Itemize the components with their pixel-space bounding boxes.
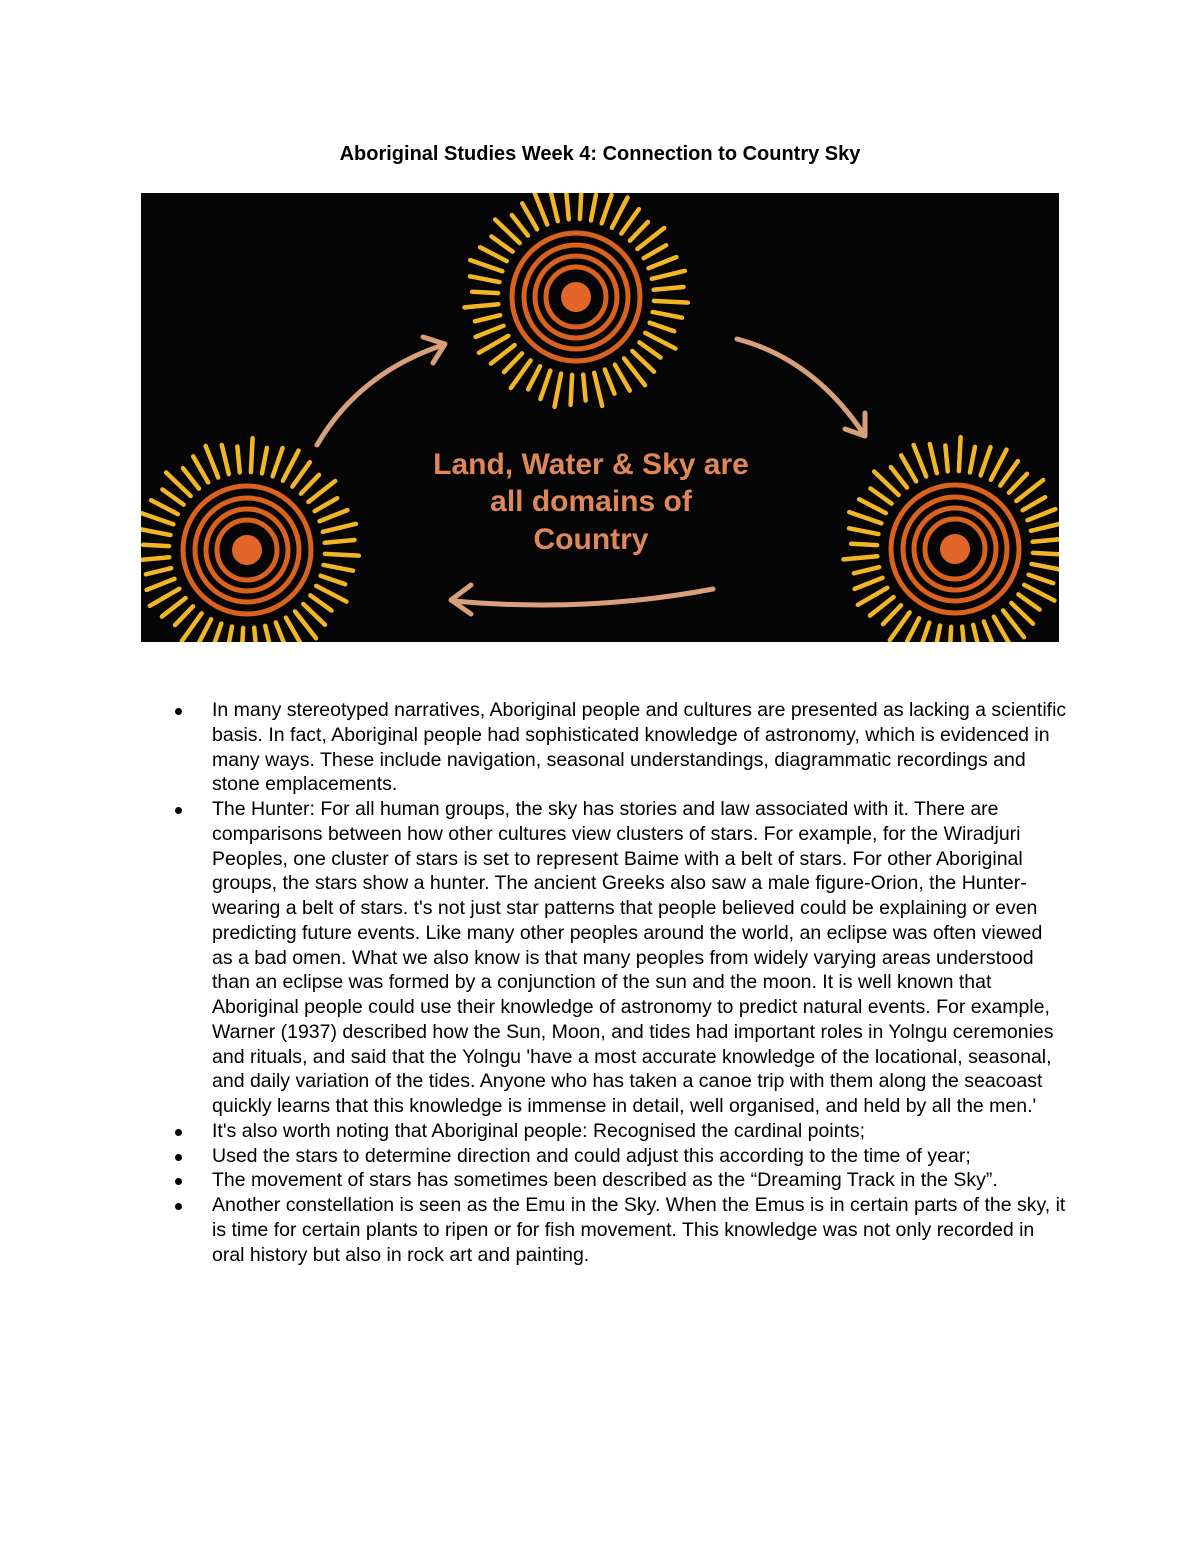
sun-ray bbox=[580, 193, 582, 219]
sun-ray bbox=[237, 446, 239, 472]
list-item-text: The Hunter: For all human groups, the sky has stories and law associated with it. There are comparisons between how other cultures view clusters of stars. For example, for the Wiradjuri Peoples, one cluster of stars is set to represent Baime with a belt of stars. For other Aboriginal groups, the stars show a hunter. The ancient Greeks also saw a male figure-Orion, the Hunter- wearing a belt of stars. t's not just star patterns that people believed could be explaining or even predicting future events. Like many other peoples around the world, an eclipse was often viewed as a bad omen. What we also know is that many peoples from widely varying areas understood than an eclipse was formed by a conjunction of the sun and the moon. It is well known that Aboriginal people could use their knowledge of astronomy to predict natural events. For example, Warner (1937) described how the Sun, Moon, and tides had important roles in Yolngu ceremonies and rituals, and said that the Yolngu 'have a most accurate knowledge of the locational, seasonal, and daily variation of the tides. Anyone who has taken a canoe trip with them along the seacoast quickly learns that this knowledge is immense in detail, well organised, and held by all the men.' bbox=[212, 798, 1054, 1117]
sun-ray bbox=[325, 554, 359, 556]
sun-ray bbox=[566, 193, 568, 219]
bullet-icon bbox=[175, 1203, 182, 1210]
sun-ray bbox=[1033, 539, 1059, 542]
page-title: Aboriginal Studies Week 4: Connection to Country Sky bbox=[339, 143, 861, 165]
sun-center bbox=[940, 534, 970, 564]
list-item-text: It's also worth noting that Aboriginal people: Recognised the cardinal points; bbox=[212, 1119, 866, 1142]
sun-ray bbox=[945, 445, 947, 471]
sun-ray bbox=[143, 545, 169, 546]
sun-ray bbox=[1033, 553, 1059, 555]
sun-ray bbox=[654, 301, 688, 303]
sun-ray bbox=[251, 438, 253, 472]
sun-ray bbox=[654, 287, 684, 290]
list-item-text: Another constellation is seen as the Emu in the Sky. When the Emus is in certain parts of the sky, it is time for certain plants to ripen or for fish movement. This knowledge was not only recorded in oral history but also in rock art and painting. bbox=[212, 1194, 1066, 1266]
bullet-icon bbox=[175, 1154, 182, 1161]
list-item bbox=[212, 1193, 1068, 1267]
sun-center bbox=[232, 535, 262, 565]
sun-ray bbox=[472, 292, 498, 293]
list-item bbox=[212, 1144, 1068, 1169]
banner-caption-line-2: all domains of bbox=[490, 485, 692, 518]
list-item-text: The movement of stars has sometimes been described as the “Dreaming Track in the Sky”. bbox=[212, 1169, 998, 1192]
sun-ray bbox=[843, 556, 877, 559]
list-item bbox=[212, 1168, 1068, 1193]
banner-illustration bbox=[141, 193, 1059, 642]
list-item bbox=[212, 1119, 1068, 1144]
sun-ray bbox=[851, 544, 877, 545]
sun-ray bbox=[959, 437, 961, 471]
bullet-icon bbox=[175, 807, 182, 814]
sun-ray bbox=[571, 375, 572, 405]
list-item bbox=[212, 698, 1068, 797]
sun-center bbox=[561, 282, 591, 312]
sun-ray bbox=[242, 628, 243, 642]
list-item bbox=[212, 797, 1068, 1119]
sun-ray bbox=[583, 375, 585, 401]
banner-caption-line-3: Country bbox=[533, 523, 649, 556]
sun-ray bbox=[962, 627, 964, 642]
sun-ray bbox=[325, 540, 355, 543]
banner-caption-line-1: Land, Water & Sky are bbox=[433, 448, 749, 481]
bullet-list bbox=[212, 698, 1068, 1267]
bullet-icon bbox=[175, 1129, 182, 1136]
bullet-icon bbox=[175, 708, 182, 715]
sun-ray bbox=[464, 304, 498, 307]
bullet-icon bbox=[175, 1178, 182, 1185]
list-item-text: Used the stars to determine direction and could adjust this according to the time of year; bbox=[212, 1144, 971, 1167]
sun-ray bbox=[254, 628, 256, 642]
sun-ray bbox=[950, 627, 951, 642]
list-item-text: In many stereotyped narratives, Aboriginal people and cultures are presented as lacking a scientific basis. In fact, Aboriginal people had sophisticated knowledge of astronomy, which is evidenced in many ways. These include navigation, seasonal understandings, diagrammatic recordings and stone emplacements. bbox=[212, 699, 1067, 796]
country-banner-image bbox=[141, 193, 1059, 642]
